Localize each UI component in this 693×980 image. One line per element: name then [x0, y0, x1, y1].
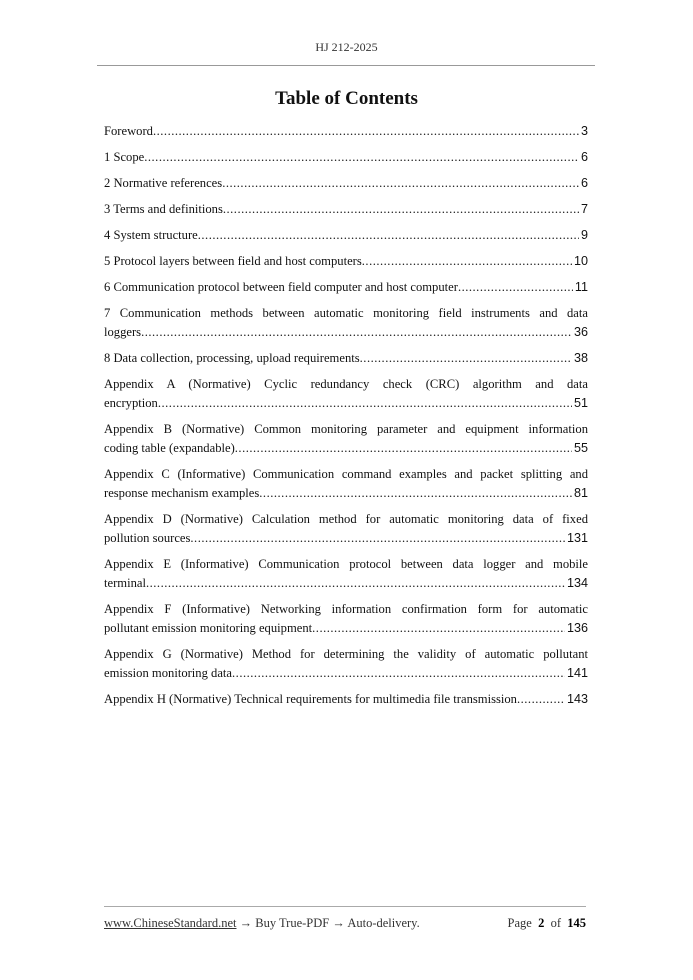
toc-entry[interactable]	[104, 510, 588, 548]
toc-entry-text: Appendix E (Informative) Communication protocol between data logger and mobile	[104, 557, 588, 571]
toc-entry[interactable]	[104, 200, 588, 219]
page-word: Page	[507, 916, 532, 930]
toc-entry-text: terminal	[104, 576, 146, 590]
dot-leader	[190, 529, 565, 548]
toc-entry-text: Appendix A (Normative) Cyclic redundancy check (CRC) algorithm and data	[104, 377, 588, 391]
dot-leader	[153, 122, 579, 141]
toc-entry[interactable]	[104, 375, 588, 413]
toc-page-number: 36	[573, 325, 588, 339]
toc-page-number: 143	[566, 692, 588, 706]
arrow-icon: →	[239, 916, 253, 930]
toc-page-number: 134	[566, 576, 588, 590]
toc-entry[interactable]	[104, 174, 588, 193]
auto-delivery-text: Auto-delivery.	[347, 916, 420, 930]
footer-promo	[104, 916, 420, 931]
dot-leader	[146, 574, 565, 593]
dot-leader	[360, 349, 572, 368]
toc-entry-text: pollutant emission monitoring equipment	[104, 621, 313, 635]
dot-leader	[517, 690, 565, 709]
toc-entry-text: 8 Data collection, processing, upload requirements	[104, 351, 360, 365]
dot-leader	[141, 323, 572, 342]
toc-entry-text: Appendix C (Informative) Communication command examples and packet splitting and	[104, 467, 588, 481]
toc-entry-text: Appendix G (Normative) Method for determining the validity of automatic pollutant	[104, 647, 588, 661]
toc-entry-text: Foreword	[104, 124, 153, 138]
toc-entry[interactable]	[104, 645, 588, 683]
running-header: HJ 212-2025	[315, 40, 378, 54]
toc-entry-text: pollution sources	[104, 531, 191, 545]
toc-entry-text: emission monitoring data	[104, 666, 233, 680]
page-counter	[508, 916, 586, 931]
toc-entry-text: 3 Terms and definitions	[104, 202, 223, 216]
toc-entry[interactable]	[104, 465, 588, 503]
toc-entry-text: coding table (expandable)	[104, 441, 235, 455]
toc-entry-text: Appendix F (Informative) Networking information confirmation form for automatic	[104, 602, 588, 616]
toc-entry[interactable]	[104, 600, 588, 638]
toc-page-number: 131	[566, 531, 588, 545]
toc-page-number: 6	[580, 150, 588, 164]
dot-leader	[312, 619, 565, 638]
toc-entry-text: Appendix D (Normative) Calculation method for automatic monitoring data of fixed	[104, 512, 588, 526]
toc-entry[interactable]	[104, 690, 588, 709]
arrow-icon: →	[332, 916, 345, 930]
toc-entry-text: 1 Scope	[104, 150, 145, 164]
dot-leader	[232, 664, 565, 683]
total-pages-number: 145	[567, 916, 586, 930]
toc-entry-text: encryption	[104, 396, 158, 410]
header-rule	[97, 65, 595, 66]
toc-page-number: 55	[573, 441, 588, 455]
buy-true-pdf-text: Buy True-PDF	[255, 916, 330, 930]
toc-entry[interactable]	[104, 349, 588, 368]
dot-leader	[222, 174, 579, 193]
dot-leader	[144, 148, 579, 167]
toc-entry[interactable]	[104, 252, 588, 271]
toc-entry-text: response mechanism examples	[104, 486, 260, 500]
toc-entry-text: 5 Protocol layers between field and host computers	[104, 254, 362, 268]
toc-entry[interactable]	[104, 420, 588, 458]
current-page-number: 2	[538, 916, 545, 930]
toc-page-number: 6	[580, 176, 588, 190]
page-title: Table of Contents	[275, 88, 418, 109]
toc-page-number: 7	[580, 202, 588, 216]
toc-entry[interactable]	[104, 122, 588, 141]
dot-leader	[362, 252, 572, 271]
table-of-contents	[104, 122, 588, 716]
dot-leader	[223, 200, 579, 219]
toc-entry-text: 6 Communication protocol between field computer and host computer	[104, 280, 458, 294]
toc-entry-text: 4 System structure	[104, 228, 198, 242]
toc-page-number: 3	[580, 124, 588, 138]
toc-page-number: 81	[573, 486, 588, 500]
toc-entry-text: loggers	[104, 325, 142, 339]
toc-entry[interactable]	[104, 278, 588, 297]
toc-entry[interactable]	[104, 226, 588, 245]
toc-entry[interactable]	[104, 555, 588, 593]
toc-entry-text: 7 Communication methods between automatic monitoring field instruments and data	[104, 306, 588, 320]
toc-entry-text: 2 Normative references	[104, 176, 223, 190]
toc-page-number: 38	[573, 351, 588, 365]
dot-leader	[198, 226, 579, 245]
chinesestandard-link[interactable]: www.ChineseStandard.net	[104, 916, 237, 930]
toc-page-number: 11	[574, 280, 588, 294]
toc-page-number: 10	[573, 254, 588, 268]
dot-leader	[458, 278, 573, 297]
toc-entry[interactable]	[104, 148, 588, 167]
toc-page-number: 136	[566, 621, 588, 635]
footer-rule	[104, 906, 586, 907]
toc-page-number: 51	[573, 396, 588, 410]
toc-page-number: 141	[566, 666, 588, 680]
dot-leader	[259, 484, 572, 503]
toc-entry[interactable]	[104, 304, 588, 342]
of-word: of	[550, 916, 561, 930]
toc-page-number: 9	[580, 228, 588, 242]
toc-entry-text: Appendix H (Normative) Technical requirements for multimedia file transmission	[104, 692, 517, 706]
dot-leader	[158, 394, 572, 413]
dot-leader	[235, 439, 572, 458]
toc-entry-text: Appendix B (Normative) Common monitoring parameter and equipment information	[104, 422, 588, 436]
